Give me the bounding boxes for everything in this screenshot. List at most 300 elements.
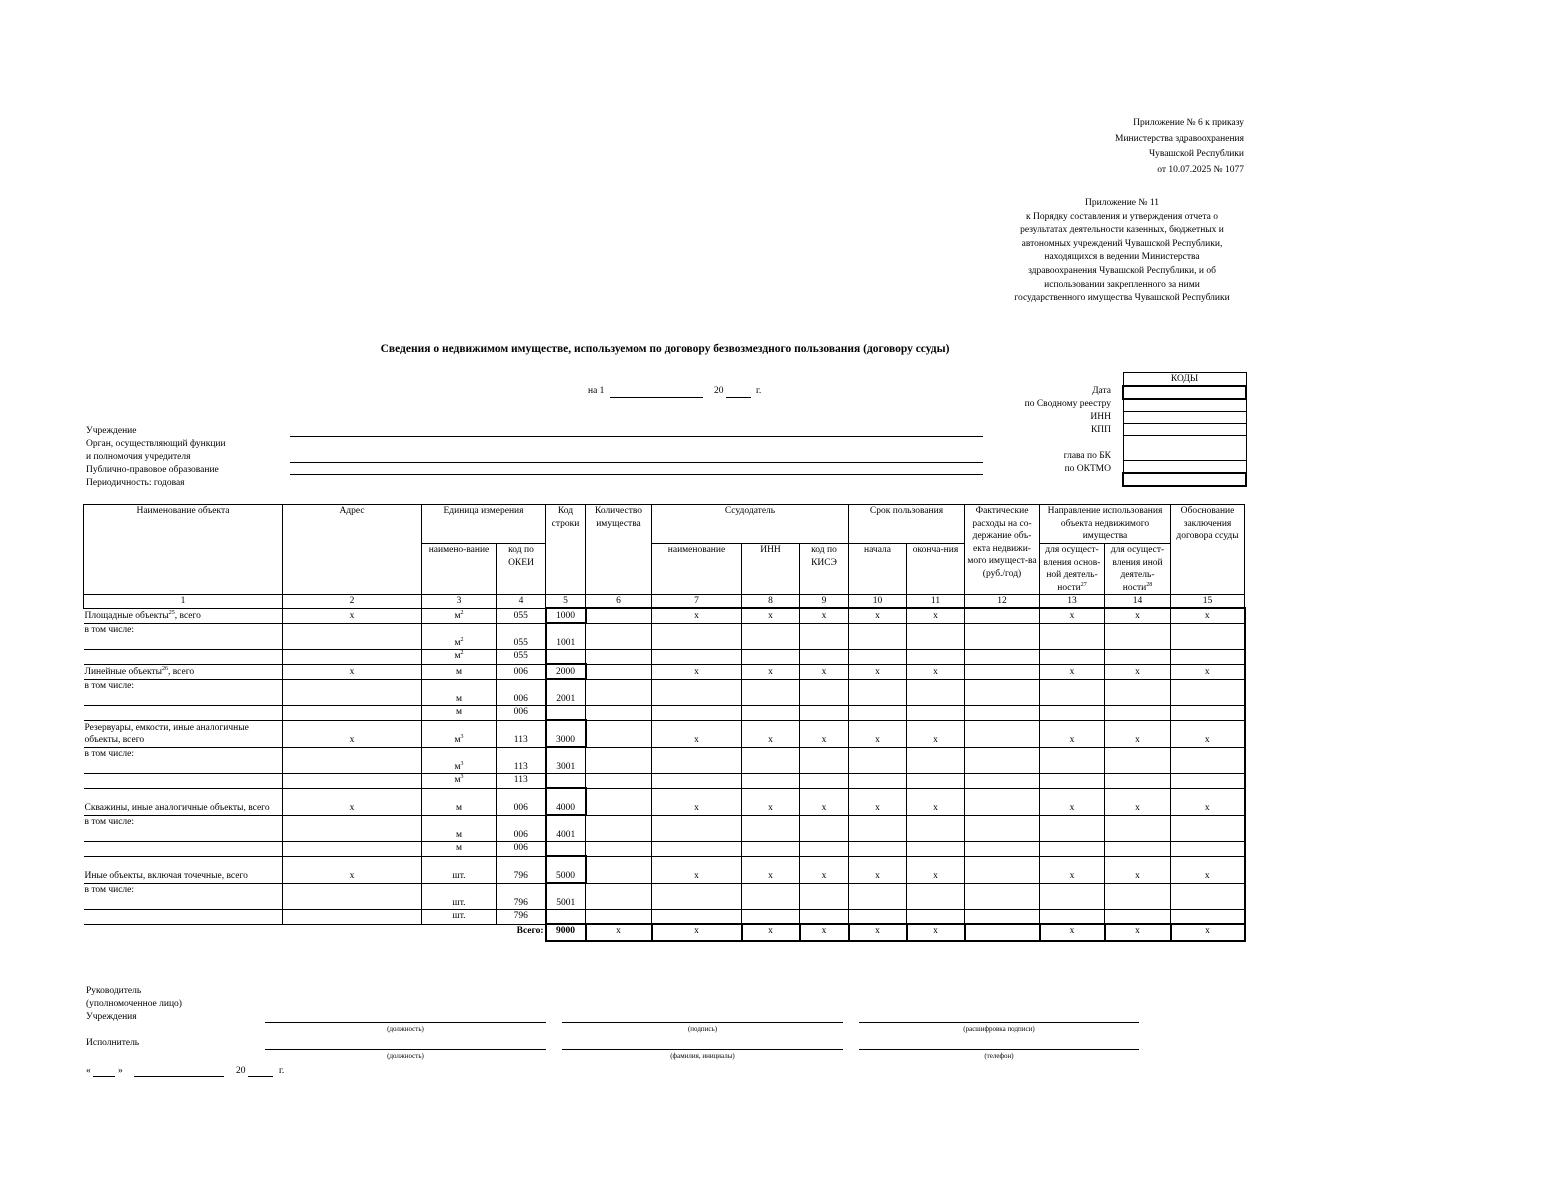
- value-cell[interactable]: [742, 747, 800, 774]
- value-cell[interactable]: [586, 856, 652, 883]
- x-cell: х: [742, 720, 800, 747]
- unit-cell: [422, 842, 497, 857]
- x-cell: х: [1040, 856, 1105, 883]
- code-cell-oktmo[interactable]: [1123, 461, 1246, 474]
- col-num: 9: [800, 595, 849, 609]
- col-num: 2: [283, 595, 422, 609]
- okei-cell: 796: [497, 856, 546, 883]
- label-founder-2: и полномочия учредителя: [86, 452, 191, 462]
- value-cell[interactable]: [1040, 679, 1105, 706]
- col-num: 12: [965, 595, 1040, 609]
- row-code-cell: 2000: [546, 664, 586, 679]
- code-cell-kpp[interactable]: [1123, 424, 1246, 436]
- blank-name-cell[interactable]: [84, 774, 283, 789]
- unit-power: 2: [460, 649, 464, 656]
- value-cell[interactable]: [849, 774, 907, 789]
- x-cell: х: [907, 788, 965, 815]
- value-cell[interactable]: [1171, 706, 1245, 721]
- head-position-field[interactable]: [265, 1022, 546, 1023]
- header-dir-main-text: для осущест-вления основ-ной деятель-ности: [1043, 545, 1101, 593]
- value-cell[interactable]: [907, 842, 965, 857]
- value-cell[interactable]: [965, 608, 1040, 623]
- value-cell[interactable]: [742, 883, 800, 910]
- value-cell[interactable]: [965, 706, 1040, 721]
- value-cell[interactable]: [800, 747, 849, 774]
- okei-cell: 796: [497, 910, 546, 925]
- unit-cell: [422, 608, 497, 623]
- header-code: Код строки: [546, 505, 586, 595]
- col-num: 5: [546, 595, 586, 609]
- value-cell[interactable]: [742, 910, 800, 925]
- value-cell[interactable]: [586, 679, 652, 706]
- total-costs-cell[interactable]: [965, 924, 1040, 941]
- okei-cell: 113: [497, 747, 546, 774]
- blank-name-cell[interactable]: [84, 842, 283, 857]
- code-label-oktmo: по ОКТМО: [1064, 464, 1111, 474]
- footer-year-field[interactable]: [248, 1076, 273, 1077]
- label-institution: Учреждение: [86, 426, 137, 436]
- value-cell[interactable]: [800, 679, 849, 706]
- value-cell[interactable]: [965, 664, 1040, 679]
- col-num: 3: [422, 595, 497, 609]
- codes-header: КОДЫ: [1123, 373, 1246, 387]
- value-cell[interactable]: [742, 815, 800, 842]
- code-cell-bk[interactable]: [1123, 436, 1246, 461]
- okei-cell: 006: [497, 788, 546, 815]
- value-cell[interactable]: [849, 623, 907, 650]
- x-cell: х: [1171, 664, 1245, 679]
- row-code-cell: 1001: [546, 623, 586, 650]
- value-cell[interactable]: [800, 842, 849, 857]
- including-label: в том числе:: [84, 679, 283, 706]
- value-cell[interactable]: [907, 774, 965, 789]
- section-name-suffix: , всего: [174, 611, 201, 621]
- row-code-cell: 3000: [546, 720, 586, 747]
- value-cell[interactable]: [1105, 910, 1171, 925]
- value-cell[interactable]: [849, 650, 907, 665]
- unit-text: м: [455, 843, 462, 853]
- value-cell[interactable]: [586, 883, 652, 910]
- code-cell-inn[interactable]: [1123, 412, 1246, 424]
- x-cell: х: [1171, 720, 1245, 747]
- value-cell[interactable]: [1171, 842, 1245, 857]
- value-cell[interactable]: [907, 650, 965, 665]
- value-cell[interactable]: [586, 720, 652, 747]
- unit-cell: [422, 664, 497, 679]
- value-cell[interactable]: [586, 774, 652, 789]
- code-cell-periodicity[interactable]: [1123, 473, 1246, 486]
- unit-cell: [422, 856, 497, 883]
- value-cell[interactable]: [1105, 747, 1171, 774]
- label-periodicity: Периодичность: годовая: [86, 478, 185, 488]
- col-num: 4: [497, 595, 546, 609]
- value-cell[interactable]: [1105, 650, 1171, 665]
- section-name: [84, 788, 283, 815]
- value-cell[interactable]: [652, 706, 742, 721]
- unit-text: шт.: [452, 871, 466, 881]
- value-cell[interactable]: [965, 910, 1040, 925]
- x-cell: х: [849, 856, 907, 883]
- footer-head: [86, 985, 182, 1024]
- value-cell[interactable]: [1171, 650, 1245, 665]
- codes-table: [1122, 372, 1247, 487]
- section-row: [84, 788, 1245, 815]
- section-row: [84, 720, 1245, 747]
- value-cell[interactable]: [652, 650, 742, 665]
- value-cell[interactable]: [965, 747, 1040, 774]
- value-cell[interactable]: [586, 842, 652, 857]
- okei-cell: 006: [497, 679, 546, 706]
- x-cell: х: [1040, 664, 1105, 679]
- unit-power: 3: [460, 773, 464, 780]
- total-x: х: [1105, 924, 1171, 941]
- executor-name-field[interactable]: [562, 1049, 843, 1050]
- value-cell[interactable]: [849, 706, 907, 721]
- okei-cell: 006: [497, 664, 546, 679]
- unit-text: м: [455, 803, 462, 813]
- value-cell[interactable]: [1171, 815, 1245, 842]
- value-cell[interactable]: [283, 706, 422, 721]
- appendix-11-block: [990, 197, 1254, 306]
- value-cell[interactable]: [907, 623, 965, 650]
- x-cell: х: [283, 664, 422, 679]
- head-signature-field[interactable]: [562, 1022, 843, 1023]
- value-cell[interactable]: [283, 883, 422, 910]
- value-cell[interactable]: [546, 706, 586, 721]
- unit-text: м: [454, 761, 461, 772]
- label-founder-1: Орган, осуществляющий функции: [86, 439, 226, 449]
- blank-name-cell[interactable]: [84, 650, 283, 665]
- executor-label: Исполнитель: [86, 1038, 140, 1048]
- x-cell: х: [652, 856, 742, 883]
- x-cell: х: [849, 608, 907, 623]
- x-cell: х: [907, 664, 965, 679]
- date-close-quote: »: [118, 1066, 123, 1076]
- unit-text: шт.: [452, 897, 466, 908]
- value-cell[interactable]: [283, 747, 422, 774]
- date-year-prefix: 20: [714, 386, 724, 396]
- x-cell: х: [652, 720, 742, 747]
- institution-field[interactable]: [290, 436, 983, 437]
- value-cell[interactable]: [965, 883, 1040, 910]
- total-label: Всего:: [84, 924, 546, 941]
- founder-field[interactable]: [290, 462, 983, 463]
- section-subrow: [84, 815, 1245, 842]
- appendix-11-line: находящихся в ведении Министерства: [1044, 252, 1200, 263]
- value-cell[interactable]: [283, 815, 422, 842]
- value-cell[interactable]: [1171, 774, 1245, 789]
- date-prefix: на 1: [588, 386, 605, 396]
- value-cell[interactable]: [586, 788, 652, 815]
- including-label: в том числе:: [84, 747, 283, 774]
- value-cell[interactable]: [1040, 650, 1105, 665]
- value-cell[interactable]: [1171, 679, 1245, 706]
- value-cell[interactable]: [1040, 815, 1105, 842]
- x-cell: х: [283, 720, 422, 747]
- header-unit-okei: код по ОКЕИ: [497, 544, 546, 595]
- x-cell: х: [652, 664, 742, 679]
- value-cell[interactable]: [652, 747, 742, 774]
- caption: (фамилия, инициалы): [670, 1052, 735, 1060]
- value-cell[interactable]: [800, 774, 849, 789]
- value-cell[interactable]: [1105, 815, 1171, 842]
- value-cell[interactable]: [965, 650, 1040, 665]
- unit-power: 3: [460, 733, 464, 740]
- section-blank-row: [84, 774, 1245, 789]
- value-cell[interactable]: [965, 842, 1040, 857]
- property-table: [83, 504, 1246, 942]
- including-label: в том числе:: [84, 883, 283, 910]
- footer-day-field[interactable]: [93, 1076, 115, 1077]
- col-num: 14: [1105, 595, 1171, 609]
- value-cell[interactable]: [965, 679, 1040, 706]
- value-cell[interactable]: [1105, 679, 1171, 706]
- blank-name-cell[interactable]: [84, 910, 283, 925]
- total-row: [84, 924, 1245, 941]
- total-code: 9000: [546, 924, 586, 941]
- section-name-text: Скважины, иные аналогичные объекты, всего: [84, 803, 270, 813]
- value-cell[interactable]: [586, 623, 652, 650]
- value-cell[interactable]: [1105, 706, 1171, 721]
- section-row: [84, 664, 1245, 679]
- x-cell: х: [800, 720, 849, 747]
- footer-month-field[interactable]: [134, 1076, 224, 1077]
- value-cell[interactable]: [849, 747, 907, 774]
- value-cell[interactable]: [586, 910, 652, 925]
- value-cell[interactable]: [742, 679, 800, 706]
- total-x: х: [586, 924, 652, 941]
- unit-text: м: [454, 637, 461, 648]
- appendix-11-line: результатах деятельности казенных, бюджетных и: [1020, 225, 1224, 236]
- section-name-text: Иные объекты, включая точечные, всего: [84, 871, 248, 881]
- value-cell[interactable]: [800, 650, 849, 665]
- section-name: [84, 856, 283, 883]
- row-code-cell: 5000: [546, 856, 586, 883]
- value-cell[interactable]: [907, 706, 965, 721]
- x-cell: х: [652, 788, 742, 815]
- value-cell[interactable]: [742, 623, 800, 650]
- x-cell: х: [907, 720, 965, 747]
- value-cell[interactable]: [1040, 774, 1105, 789]
- okei-cell: 006: [497, 815, 546, 842]
- header-dir-other: [1105, 544, 1171, 595]
- x-cell: х: [800, 856, 849, 883]
- okei-cell: 055: [497, 623, 546, 650]
- code-label-bk: глава по БК: [1063, 451, 1111, 461]
- value-cell[interactable]: [907, 679, 965, 706]
- including-label: в том числе:: [84, 623, 283, 650]
- value-cell[interactable]: [652, 910, 742, 925]
- value-cell[interactable]: [1040, 883, 1105, 910]
- col-num: 15: [1171, 595, 1245, 609]
- caption: (телефон): [984, 1052, 1014, 1060]
- value-cell[interactable]: [1171, 910, 1245, 925]
- head-signature-decoding-field[interactable]: [859, 1022, 1139, 1023]
- header-lender-inn: ИНН: [742, 544, 800, 595]
- value-cell[interactable]: [1040, 706, 1105, 721]
- unit-cell: [422, 815, 497, 842]
- x-cell: х: [907, 608, 965, 623]
- header-lender: Ссудодатель: [652, 505, 849, 544]
- total-x: х: [1040, 924, 1105, 941]
- okei-cell: 006: [497, 842, 546, 857]
- value-cell[interactable]: [907, 747, 965, 774]
- footnote-ref: 26: [161, 665, 168, 672]
- value-cell[interactable]: [283, 623, 422, 650]
- value-cell[interactable]: [586, 747, 652, 774]
- unit-cell: [422, 706, 497, 721]
- value-cell[interactable]: [849, 679, 907, 706]
- value-cell[interactable]: [965, 774, 1040, 789]
- value-cell[interactable]: [1040, 842, 1105, 857]
- value-cell[interactable]: [965, 815, 1040, 842]
- value-cell[interactable]: [742, 774, 800, 789]
- header-dir-main: [1040, 544, 1105, 595]
- value-cell[interactable]: [652, 774, 742, 789]
- value-cell[interactable]: [742, 650, 800, 665]
- value-cell[interactable]: [849, 815, 907, 842]
- value-cell[interactable]: [283, 650, 422, 665]
- section-name: [84, 720, 283, 747]
- x-cell: х: [283, 608, 422, 623]
- x-cell: х: [283, 788, 422, 815]
- code-label-kpp: КПП: [1090, 425, 1111, 435]
- value-cell[interactable]: [907, 883, 965, 910]
- value-cell[interactable]: [1171, 747, 1245, 774]
- appendix-11-line: использовании закрепленного за ними: [1044, 279, 1200, 290]
- code-label-date: Дата: [1092, 386, 1111, 396]
- value-cell[interactable]: [742, 706, 800, 721]
- value-cell[interactable]: [907, 815, 965, 842]
- value-cell[interactable]: [586, 815, 652, 842]
- x-cell: х: [1105, 856, 1171, 883]
- section-name: [84, 608, 283, 623]
- caption: (расшифровка подписи): [963, 1025, 1035, 1033]
- caption: (подпись): [687, 1025, 718, 1033]
- appendix-11-line: государственного имущества Чувашской Республики: [1014, 293, 1230, 304]
- row-code-cell: 5001: [546, 883, 586, 910]
- value-cell[interactable]: [652, 623, 742, 650]
- appendix-6-line: Чувашской Республики: [1148, 149, 1244, 159]
- value-cell[interactable]: [800, 883, 849, 910]
- including-label: в том числе:: [84, 815, 283, 842]
- value-cell[interactable]: [1105, 774, 1171, 789]
- header-direction: Направление использования объекта недвижимого имущества: [1040, 505, 1171, 544]
- x-cell: х: [800, 664, 849, 679]
- value-cell[interactable]: [283, 842, 422, 857]
- header-address: Адрес: [283, 505, 422, 595]
- value-cell[interactable]: [1171, 623, 1245, 650]
- header-lender-name: наименование: [652, 544, 742, 595]
- row-code-cell: 4001: [546, 815, 586, 842]
- value-cell[interactable]: [546, 842, 586, 857]
- value-cell[interactable]: [965, 788, 1040, 815]
- section-subrow: [84, 679, 1245, 706]
- value-cell[interactable]: [1040, 623, 1105, 650]
- value-cell[interactable]: [652, 815, 742, 842]
- value-cell[interactable]: [965, 856, 1040, 883]
- executor-phone-field[interactable]: [859, 1049, 1139, 1050]
- value-cell[interactable]: [283, 774, 422, 789]
- value-cell[interactable]: [1105, 842, 1171, 857]
- blank-name-cell[interactable]: [84, 706, 283, 721]
- value-cell[interactable]: [849, 910, 907, 925]
- footnote-27: 27: [1080, 581, 1087, 588]
- value-cell[interactable]: [800, 815, 849, 842]
- x-cell: х: [800, 608, 849, 623]
- executor-position-field[interactable]: [265, 1049, 546, 1050]
- x-cell: х: [849, 664, 907, 679]
- value-cell[interactable]: [546, 650, 586, 665]
- x-cell: х: [1171, 788, 1245, 815]
- x-cell: х: [800, 788, 849, 815]
- value-cell[interactable]: [586, 650, 652, 665]
- okei-cell: 796: [497, 883, 546, 910]
- row-code-cell: 4000: [546, 788, 586, 815]
- value-cell[interactable]: [849, 883, 907, 910]
- value-cell[interactable]: [1040, 747, 1105, 774]
- value-cell[interactable]: [652, 679, 742, 706]
- code-label-inn: ИНН: [1090, 412, 1111, 422]
- value-cell[interactable]: [652, 883, 742, 910]
- header-term-start: начала: [849, 544, 907, 595]
- value-cell[interactable]: [1105, 883, 1171, 910]
- value-cell[interactable]: [1171, 883, 1245, 910]
- x-cell: х: [652, 608, 742, 623]
- x-cell: х: [742, 664, 800, 679]
- value-cell[interactable]: [800, 706, 849, 721]
- column-numbers-row: [84, 595, 1245, 609]
- value-cell[interactable]: [800, 910, 849, 925]
- footnote-28: 28: [1146, 581, 1153, 588]
- value-cell[interactable]: [652, 842, 742, 857]
- value-cell[interactable]: [849, 842, 907, 857]
- footer-head-line: (уполномоченное лицо): [86, 999, 182, 1009]
- date-day-month-field[interactable]: [610, 397, 703, 398]
- date-year-field[interactable]: [726, 397, 751, 398]
- value-cell[interactable]: [586, 706, 652, 721]
- section-row: [84, 856, 1245, 883]
- value-cell[interactable]: [586, 664, 652, 679]
- col-num: 11: [907, 595, 965, 609]
- unit-text: м: [454, 775, 461, 785]
- value-cell[interactable]: [907, 910, 965, 925]
- value-cell[interactable]: [283, 910, 422, 925]
- okei-cell: 055: [497, 650, 546, 665]
- value-cell[interactable]: [1105, 623, 1171, 650]
- public-entity-field[interactable]: [290, 474, 983, 475]
- value-cell[interactable]: [965, 720, 1040, 747]
- unit-cell: [422, 623, 497, 650]
- value-cell[interactable]: [586, 608, 652, 623]
- code-cell-date[interactable]: [1123, 386, 1246, 399]
- value-cell[interactable]: [800, 623, 849, 650]
- x-cell: х: [742, 608, 800, 623]
- value-cell[interactable]: [742, 842, 800, 857]
- x-cell: х: [849, 720, 907, 747]
- code-cell-registry[interactable]: [1123, 399, 1246, 412]
- unit-power: 2: [460, 636, 464, 643]
- value-cell[interactable]: [283, 679, 422, 706]
- footer-date-suffix: г.: [279, 1066, 285, 1076]
- value-cell[interactable]: [1040, 910, 1105, 925]
- section-blank-row: [84, 650, 1245, 665]
- unit-text: м: [455, 707, 462, 717]
- value-cell[interactable]: [546, 910, 586, 925]
- value-cell[interactable]: [546, 774, 586, 789]
- value-cell[interactable]: [965, 623, 1040, 650]
- okei-cell: 113: [497, 774, 546, 789]
